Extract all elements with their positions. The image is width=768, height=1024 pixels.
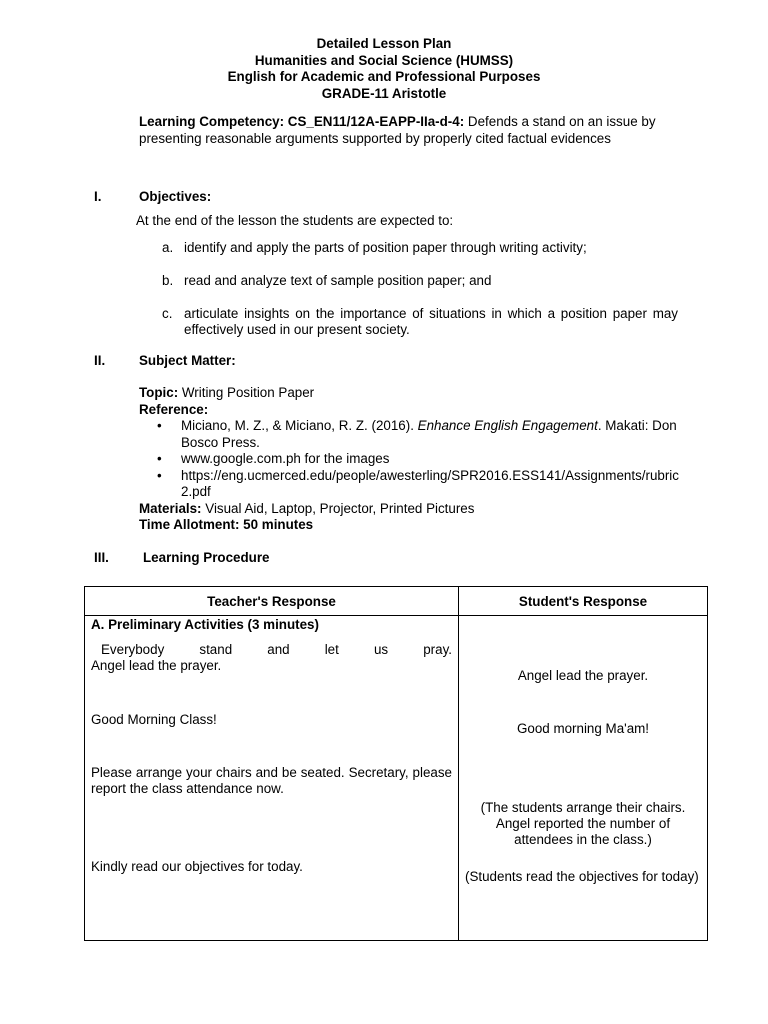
subject-matter bbox=[139, 385, 679, 534]
teacher-column-header: Teacher's Response bbox=[85, 587, 459, 616]
objective-letter: c. bbox=[162, 306, 173, 321]
objective-text: read and analyze text of sample position paper; and bbox=[184, 273, 492, 288]
objectives-intro: At the end of the lesson the students are expected to: bbox=[136, 213, 454, 228]
reference-book-title: Enhance English Engagement bbox=[417, 418, 598, 433]
time-value: 50 minutes bbox=[243, 517, 314, 532]
materials-label: Materials: bbox=[139, 500, 202, 516]
procedure-table bbox=[84, 586, 708, 941]
time-allotment-line bbox=[139, 517, 679, 534]
reference-item bbox=[139, 451, 679, 468]
topic-line bbox=[139, 385, 679, 402]
table-header-row bbox=[85, 587, 708, 616]
section-title: Learning Procedure bbox=[143, 550, 270, 565]
table-row bbox=[85, 616, 708, 941]
header-subject: English for Academic and Professional Purposes bbox=[227, 69, 541, 84]
part-title: A. Preliminary Activities (3 minutes) bbox=[91, 617, 319, 632]
topic-label: Topic: bbox=[139, 385, 179, 400]
student-response: Angel lead the prayer. bbox=[517, 668, 649, 683]
objective-letter: a. bbox=[162, 240, 174, 255]
reference-item bbox=[139, 468, 679, 501]
objective-item bbox=[162, 273, 678, 289]
bullet: • bbox=[157, 467, 162, 483]
reference-text: www.google.com.ph for the images bbox=[181, 451, 390, 466]
teacher-response: Angel lead the prayer. bbox=[91, 658, 222, 673]
reference-author: Miciano, M. Z., & Miciano, R. Z. (2016). bbox=[181, 418, 414, 433]
header-strand: Humanities and Social Science (HUMSS) bbox=[254, 52, 514, 68]
section-title: Subject Matter: bbox=[139, 353, 236, 368]
section-subject-heading bbox=[94, 353, 236, 368]
document-header bbox=[0, 36, 768, 102]
objective-item bbox=[162, 240, 678, 256]
competency-text: Defends a stand on an issue by presenting reasonable arguments supported by properly cited factual evidences bbox=[139, 114, 656, 146]
objective-letter: b. bbox=[162, 273, 174, 288]
teacher-response: Please arrange your chairs and be seated. Secretary, please report the class attendance now. bbox=[91, 765, 452, 796]
reference-label: Reference: bbox=[139, 401, 209, 417]
header-grade: GRADE-11 Aristotle bbox=[321, 85, 447, 101]
competency-label: Learning Competency: CS_EN11/12A-EAPP-IIa-d-4: bbox=[139, 114, 465, 129]
section-procedure-heading bbox=[94, 550, 270, 565]
materials-line bbox=[139, 501, 679, 518]
teacher-response: Everybody stand and let us pray. bbox=[101, 642, 452, 657]
section-number: I. bbox=[94, 189, 102, 204]
section-objectives-heading bbox=[94, 189, 211, 204]
teacher-response: Good Morning Class! bbox=[91, 712, 217, 727]
bullet: • bbox=[157, 451, 162, 466]
student-column-header: Student's Response bbox=[459, 587, 708, 616]
objective-text: articulate insights on the importance of situations in which a position paper may effectively used in our present society. bbox=[184, 306, 678, 337]
header-title: Detailed Lesson Plan bbox=[316, 36, 452, 51]
student-response: Good morning Ma'am! bbox=[516, 721, 650, 736]
section-number: II. bbox=[94, 353, 106, 368]
reference-list bbox=[139, 418, 679, 501]
reference-url: https://eng.ucmerced.edu/people/awesterling/SPR2016.ESS141/Assignments/rubric2.pdf bbox=[181, 467, 679, 499]
objective-item bbox=[162, 306, 678, 338]
reference-item bbox=[139, 418, 679, 451]
objective-text: identify and apply the parts of position paper through writing activity; bbox=[184, 240, 587, 255]
student-response: (The students arrange their chairs. Angel reported the number of attendees in the class.) bbox=[480, 800, 686, 847]
learning-competency bbox=[139, 113, 664, 147]
student-response: (Students read the objectives for today) bbox=[465, 869, 699, 884]
section-title: Objectives: bbox=[139, 189, 212, 204]
bullet: • bbox=[157, 418, 162, 433]
reference-publisher: . Makati: Don Bosco Press. bbox=[181, 418, 677, 450]
teacher-response-cell bbox=[85, 616, 459, 941]
materials-value: Visual Aid, Laptop, Projector, Printed Pictures bbox=[205, 500, 475, 516]
student-response-cell bbox=[459, 616, 708, 941]
time-label: Time Allotment: bbox=[139, 517, 240, 532]
teacher-response: Kindly read our objectives for today. bbox=[91, 859, 303, 874]
topic-value: Writing Position Paper bbox=[181, 385, 315, 400]
section-number: III. bbox=[94, 550, 109, 565]
